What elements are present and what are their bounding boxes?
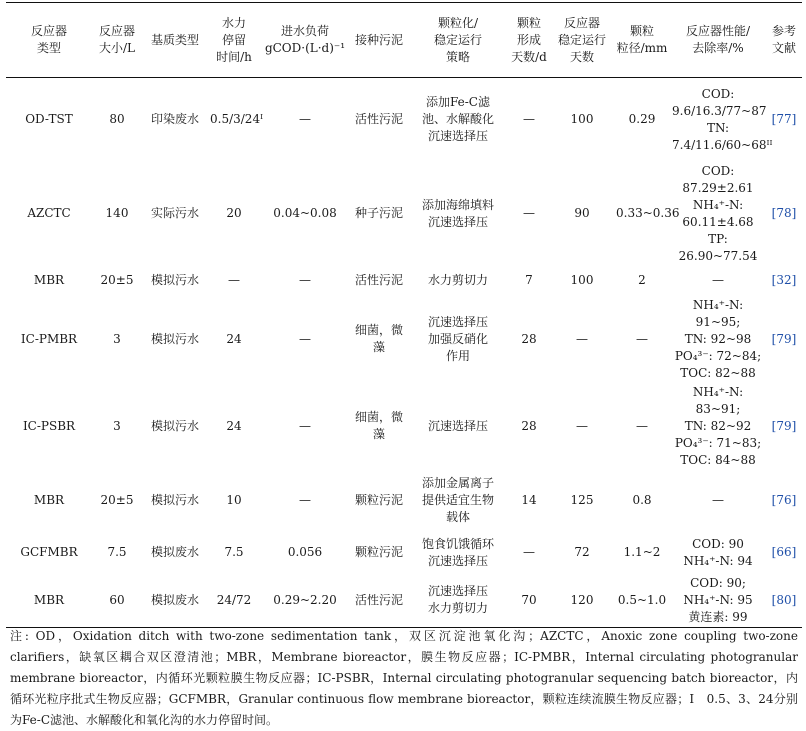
cell-ref[interactable]: [76] bbox=[771, 493, 797, 507]
cell-strategy bbox=[408, 78, 508, 162]
table-note: 注: OD，Oxidation ditch with two-zone sedimentation tank，双区沉淀池氧化沟；AZCTC，Anoxic zone coupling two-zone clarifiers，缺氧区耦合双区澄清池；MBR，Membrane bioreactor，膜生物反应器；IC-PMBR，Internal circulating photogranular membrane bioreactor，内循环光颗粒膜生物反应器；IC-PSBR，Internal circulating photogranular sequencing batch bioreactor，内循环光粒序批式生物反应器；GCFMBR，Granular continuous flow membrane bioreactor，颗粒连续流膜生物反应器；Ⅰ 0.5、3、24分别为Fe-C滤池、水解酸化和氧化沟的水力停留时间。 bbox=[10, 629, 798, 727]
column-header-line: 停留 bbox=[221, 32, 246, 47]
column-header-line: 颗粒 bbox=[516, 15, 541, 30]
cell-hrt: 20 bbox=[226, 206, 242, 220]
cell-strategy bbox=[408, 574, 508, 628]
cell-diameter: 0.33~0.36 bbox=[616, 206, 680, 220]
cell-strategy bbox=[408, 162, 508, 266]
column-header-line: 基质类型 bbox=[150, 32, 199, 47]
cell-form-days: 70 bbox=[508, 574, 550, 628]
cell-line: COD: 90 bbox=[692, 536, 744, 551]
column-header-hrt bbox=[208, 3, 260, 78]
cell-run-days: 120 bbox=[550, 574, 614, 628]
cell-sludge: 活性污泥 bbox=[354, 112, 403, 127]
cell-load: 0.04~0.08 bbox=[273, 206, 337, 220]
table-row bbox=[6, 162, 802, 266]
cell-hrt: 24/72 bbox=[208, 574, 260, 628]
cell-load: — bbox=[299, 331, 311, 346]
cell-size: 3 bbox=[113, 331, 121, 346]
cell-type: GCFMBR bbox=[20, 545, 78, 559]
cell-line: NH₄⁺-N: 83~91; bbox=[692, 384, 744, 416]
cell-type: MBR bbox=[33, 273, 65, 287]
cell-line: TN: 92~98 bbox=[684, 331, 752, 346]
cell-line: COD: 87.29±2.61 bbox=[682, 163, 754, 195]
cell-run-days: 125 bbox=[570, 493, 594, 507]
cell-size: 7.5 bbox=[107, 545, 127, 559]
table-row bbox=[6, 574, 802, 628]
cell-line: 沉速选择压 bbox=[427, 584, 488, 598]
cell-hrt: 24 bbox=[226, 418, 242, 433]
cell-line: PO₄³⁻: 72~84; bbox=[674, 348, 762, 363]
cell-load: — bbox=[299, 112, 311, 127]
table-row bbox=[6, 78, 802, 162]
column-header-line: 策略 bbox=[445, 49, 470, 64]
cell-line: 提供适宜生物 bbox=[421, 493, 494, 507]
cell-form-days: 28 bbox=[521, 331, 537, 346]
column-header-sludge bbox=[350, 3, 408, 78]
cell-line: 沉速选择压 bbox=[427, 214, 488, 229]
cell-strategy bbox=[408, 296, 508, 383]
table-row bbox=[6, 266, 802, 296]
cell-strategy bbox=[408, 383, 508, 470]
table-row bbox=[6, 532, 802, 574]
cell-diameter: — bbox=[636, 418, 648, 433]
column-header-line: 反应器 bbox=[98, 24, 135, 38]
column-header-line: 接种污泥 bbox=[354, 32, 403, 47]
cell-line: 黄连素: 99 bbox=[688, 609, 748, 624]
cell-hrt: 0.5/3/24ᴵ bbox=[210, 112, 264, 127]
cell-ref[interactable]: [78] bbox=[771, 206, 797, 220]
cell-hrt: — bbox=[228, 273, 240, 287]
cell-load: — bbox=[299, 273, 311, 287]
cell-sludge: 细菌，微藻 bbox=[354, 410, 403, 441]
cell-line: 沉速选择压 bbox=[427, 553, 488, 568]
column-header-substrate bbox=[142, 3, 208, 78]
column-header-diameter bbox=[614, 3, 670, 78]
cell-performance bbox=[670, 162, 766, 266]
cell-run-days: — bbox=[576, 418, 588, 433]
cell-sludge: 颗粒污泥 bbox=[354, 493, 403, 507]
cell-load: 0.29~2.20 bbox=[260, 574, 350, 628]
cell-run-days: — bbox=[576, 331, 588, 346]
column-header-line: 稳定运行 bbox=[557, 32, 606, 47]
cell-run-days: 72 bbox=[574, 545, 590, 559]
cell-sludge: 活性污泥 bbox=[354, 273, 403, 287]
column-header-line: 反应器性能/ bbox=[685, 24, 751, 38]
cell-type: IC-PSBR bbox=[22, 418, 76, 433]
table-body bbox=[6, 78, 802, 628]
column-header-line: 文献 bbox=[771, 41, 796, 55]
cell-size: 140 bbox=[105, 206, 129, 220]
cell-type: AZCTC bbox=[27, 206, 71, 220]
reactor-table bbox=[6, 2, 802, 628]
cell-ref[interactable]: [77] bbox=[771, 112, 797, 127]
cell-line: 沉速选择压 bbox=[427, 129, 488, 144]
column-header-performance bbox=[670, 3, 766, 78]
cell-line: 9.6/16.3/77~87 bbox=[672, 103, 767, 118]
cell-size: 80 bbox=[109, 112, 125, 127]
cell-hrt: 10 bbox=[226, 493, 242, 507]
cell-performance bbox=[670, 470, 766, 532]
cell-line: 添加金属离子 bbox=[421, 476, 494, 490]
cell-line: COD: 90; bbox=[690, 575, 746, 590]
cell-run-days: 90 bbox=[574, 206, 590, 220]
column-header-strategy bbox=[408, 3, 508, 78]
column-header-ref bbox=[766, 3, 802, 78]
cell-line: — bbox=[712, 493, 724, 507]
column-header-line: 形成 bbox=[516, 32, 541, 47]
cell-line: 7.4/11.6/60~68ᴵᴵ bbox=[672, 137, 773, 152]
cell-strategy bbox=[408, 266, 508, 296]
cell-ref[interactable]: [79] bbox=[771, 418, 797, 433]
column-header-line: 稳定运行 bbox=[433, 32, 482, 47]
cell-load: — bbox=[299, 493, 311, 507]
cell-sludge: 颗粒污泥 bbox=[354, 545, 403, 559]
column-header-run-days bbox=[550, 3, 614, 78]
cell-performance bbox=[670, 266, 766, 296]
cell-line: NH₄⁺-N: 94 bbox=[683, 553, 753, 568]
table-header bbox=[6, 3, 802, 78]
cell-substrate: 模拟废水 bbox=[142, 574, 208, 628]
cell-diameter: 0.5~1.0 bbox=[614, 574, 670, 628]
cell-line: TN: bbox=[706, 120, 730, 135]
cell-sludge: 细菌，微藻 bbox=[354, 323, 403, 354]
cell-line: TP: 26.90~77.54 bbox=[678, 231, 758, 263]
cell-line: — bbox=[712, 273, 724, 287]
cell-diameter: 0.29 bbox=[628, 112, 656, 127]
cell-ref[interactable]: [80] bbox=[766, 574, 802, 628]
cell-line: NH₄⁺-N: bbox=[692, 197, 744, 212]
header-row bbox=[6, 3, 802, 78]
column-header-line: 参考 bbox=[771, 24, 796, 38]
table-row bbox=[6, 383, 802, 470]
cell-line: 沉速选择压 bbox=[427, 314, 488, 329]
cell-form-days: 14 bbox=[521, 493, 537, 507]
cell-strategy bbox=[408, 532, 508, 574]
table-row bbox=[6, 296, 802, 383]
cell-diameter: 2 bbox=[638, 273, 646, 287]
cell-substrate: 模拟污水 bbox=[150, 418, 199, 433]
cell-performance bbox=[670, 296, 766, 383]
cell-strategy bbox=[408, 470, 508, 532]
column-header-form-days bbox=[508, 3, 550, 78]
cell-line: PO₄³⁻: 71~83; bbox=[674, 435, 762, 450]
column-header-line: 颗粒化/ bbox=[437, 15, 479, 30]
cell-substrate: 模拟污水 bbox=[150, 273, 199, 287]
cell-line: 添加Fe-C滤 bbox=[425, 95, 490, 110]
table-row bbox=[6, 470, 802, 532]
cell-ref[interactable]: [79] bbox=[771, 331, 797, 346]
cell-line: 水力剪切力 bbox=[427, 601, 488, 615]
cell-form-days: 28 bbox=[521, 418, 537, 433]
cell-size: 20±5 bbox=[100, 493, 134, 507]
cell-diameter: 0.8 bbox=[632, 493, 652, 507]
cell-line: TOC: 82~88 bbox=[680, 365, 756, 380]
cell-diameter: 1.1~2 bbox=[623, 545, 661, 559]
cell-type: IC-PMBR bbox=[20, 331, 78, 346]
cell-line: 水力剪切力 bbox=[427, 273, 488, 287]
column-header-line: 天数 bbox=[569, 49, 594, 64]
cell-type: MBR bbox=[6, 574, 92, 628]
column-header-line: 去除率/% bbox=[692, 41, 744, 55]
cell-run-days: 100 bbox=[570, 273, 594, 287]
column-header-line: 类型 bbox=[36, 41, 61, 55]
cell-load: — bbox=[299, 418, 311, 433]
column-header-size bbox=[92, 3, 142, 78]
column-header-line: 天数/d bbox=[511, 49, 547, 64]
cell-substrate: 印染废水 bbox=[150, 112, 199, 127]
cell-line: NH₄⁺-N: 95 bbox=[683, 592, 753, 607]
cell-line: 池、水解酸化 bbox=[421, 112, 494, 127]
cell-performance bbox=[670, 574, 766, 628]
cell-run-days: 100 bbox=[570, 112, 594, 127]
column-header-load bbox=[260, 3, 350, 78]
column-header-line: 颗粒 bbox=[629, 24, 654, 38]
cell-performance bbox=[670, 78, 773, 162]
cell-line: 饱食饥饿循环 bbox=[421, 536, 494, 551]
column-header-line: gCOD·(L·d)⁻¹ bbox=[264, 41, 346, 55]
cell-diameter: — bbox=[636, 331, 648, 346]
cell-line: COD: bbox=[701, 86, 735, 101]
column-header-type bbox=[6, 3, 92, 78]
cell-performance bbox=[670, 383, 766, 470]
column-header-line: 反应器 bbox=[30, 24, 67, 38]
cell-line: 载体 bbox=[445, 510, 470, 524]
cell-type: OD-TST bbox=[25, 112, 73, 127]
cell-sludge: 种子污泥 bbox=[354, 206, 403, 220]
cell-line: 加强反硝化 bbox=[427, 331, 488, 346]
column-header-line: 时间/h bbox=[216, 49, 252, 64]
cell-substrate: 模拟污水 bbox=[150, 331, 199, 346]
cell-line: 60.11±4.68 bbox=[682, 214, 754, 229]
cell-ref[interactable]: [32] bbox=[771, 273, 797, 287]
cell-hrt: 24 bbox=[226, 331, 242, 346]
cell-line: 作用 bbox=[445, 348, 470, 363]
cell-line: 沉速选择压 bbox=[427, 418, 488, 433]
cell-substrate: 实际污水 bbox=[150, 206, 199, 220]
cell-ref[interactable]: [66] bbox=[771, 545, 797, 559]
cell-hrt: 7.5 bbox=[224, 545, 244, 559]
cell-form-days: 7 bbox=[525, 273, 533, 287]
cell-line: NH₄⁺-N: 91~95; bbox=[692, 297, 744, 329]
column-header-line: 反应器 bbox=[563, 15, 600, 30]
column-header-line: 大小/L bbox=[98, 41, 135, 55]
column-header-line: 粒径/mm bbox=[616, 41, 668, 55]
cell-substrate: 模拟废水 bbox=[150, 545, 199, 559]
cell-form-days: — bbox=[523, 112, 535, 127]
column-header-line: 水力 bbox=[221, 15, 246, 30]
cell-size: 60 bbox=[92, 574, 142, 628]
cell-line: TN: 82~92 bbox=[684, 418, 752, 433]
cell-type: MBR bbox=[33, 493, 65, 507]
cell-load: 0.056 bbox=[287, 545, 323, 559]
cell-line: 添加海绵填料 bbox=[421, 197, 494, 212]
cell-form-days: — bbox=[523, 206, 535, 220]
cell-line: TOC: 84~88 bbox=[680, 452, 756, 467]
cell-size: 20±5 bbox=[100, 273, 134, 287]
cell-form-days: — bbox=[523, 545, 535, 559]
cell-sludge: 活性污泥 bbox=[350, 574, 408, 628]
cell-performance bbox=[670, 532, 766, 574]
column-header-line: 进水负荷 bbox=[280, 24, 329, 38]
cell-size: 3 bbox=[113, 418, 121, 433]
cell-substrate: 模拟污水 bbox=[150, 493, 199, 507]
